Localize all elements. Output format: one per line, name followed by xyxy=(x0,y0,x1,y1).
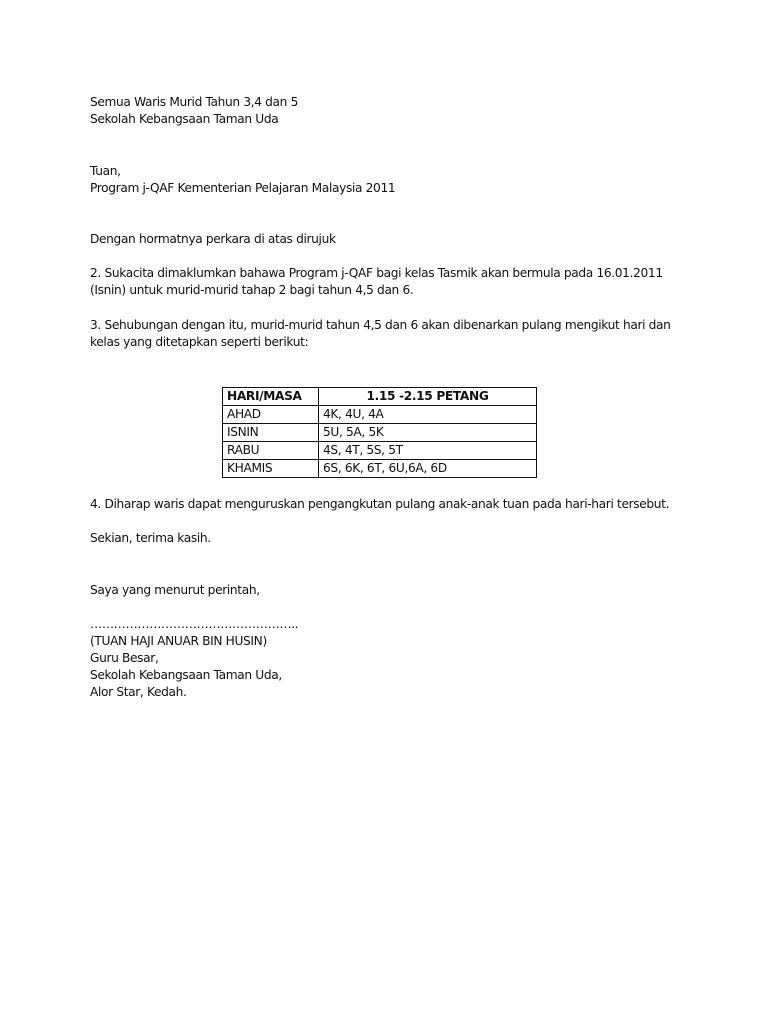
paragraph-2-line-2: (Isnin) untuk murid-murid tahap 2 bagi tahun 4,5 dan 6. xyxy=(90,283,414,297)
closing: Sekian, terima kasih. xyxy=(90,531,211,545)
row-classes: 5U, 5A, 5K xyxy=(319,424,537,442)
paragraph-intro: Dengan hormatnya perkara di atas dirujuk xyxy=(90,232,336,246)
recipient-line: Semua Waris Murid Tahun 3,4 dan 5 xyxy=(90,95,298,109)
table-row xyxy=(223,406,537,424)
paragraph-4: 4. Diharap waris dapat menguruskan pengangkutan pulang anak-anak tuan pada hari-hari tersebut. xyxy=(90,497,670,511)
row-classes: 4S, 4T, 5S, 5T xyxy=(319,442,537,460)
sign-off: Saya yang menurut perintah, xyxy=(90,583,260,597)
salutation: Tuan, xyxy=(90,164,121,178)
letter-subject: Program j-QAF Kementerian Pelajaran Malaysia 2011 xyxy=(90,181,396,195)
signer-school: Sekolah Kebangsaan Taman Uda, xyxy=(90,668,282,682)
paragraph-2-line-1: 2. Sukacita dimaklumkan bahawa Program j-QAF bagi kelas Tasmik akan bermula pada 16.01.2011 xyxy=(90,266,663,280)
recipient-school-line: Sekolah Kebangsaan Taman Uda xyxy=(90,112,279,126)
signer-title: Guru Besar, xyxy=(90,651,159,665)
table-row xyxy=(223,442,537,460)
paragraph-3-line-1: 3. Sehubungan dengan itu, murid-murid tahun 4,5 dan 6 akan dibenarkan pulang mengikut hari dan xyxy=(90,318,671,332)
row-day: AHAD xyxy=(223,406,319,424)
row-classes: 6S, 6K, 6T, 6U,6A, 6D xyxy=(319,460,537,478)
signer-name: (TUAN HAJI ANUAR BIN HUSIN) xyxy=(90,634,267,648)
row-day: ISNIN xyxy=(223,424,319,442)
row-classes: 4K, 4U, 4A xyxy=(319,406,537,424)
header-day: HARI/MASA xyxy=(223,388,319,406)
header-time: 1.15 -2.15 PETANG xyxy=(319,388,537,406)
paragraph-3-line-2: kelas yang ditetapkan seperti berikut: xyxy=(90,335,309,349)
row-day: KHAMIS xyxy=(223,460,319,478)
schedule-header-row xyxy=(223,388,537,406)
row-day: RABU xyxy=(223,442,319,460)
table-row xyxy=(223,460,537,478)
signer-location: Alor Star, Kedah. xyxy=(90,685,187,699)
table-row xyxy=(223,424,537,442)
schedule-table xyxy=(222,387,537,478)
signature-line: …………………………………………….. xyxy=(90,617,299,631)
